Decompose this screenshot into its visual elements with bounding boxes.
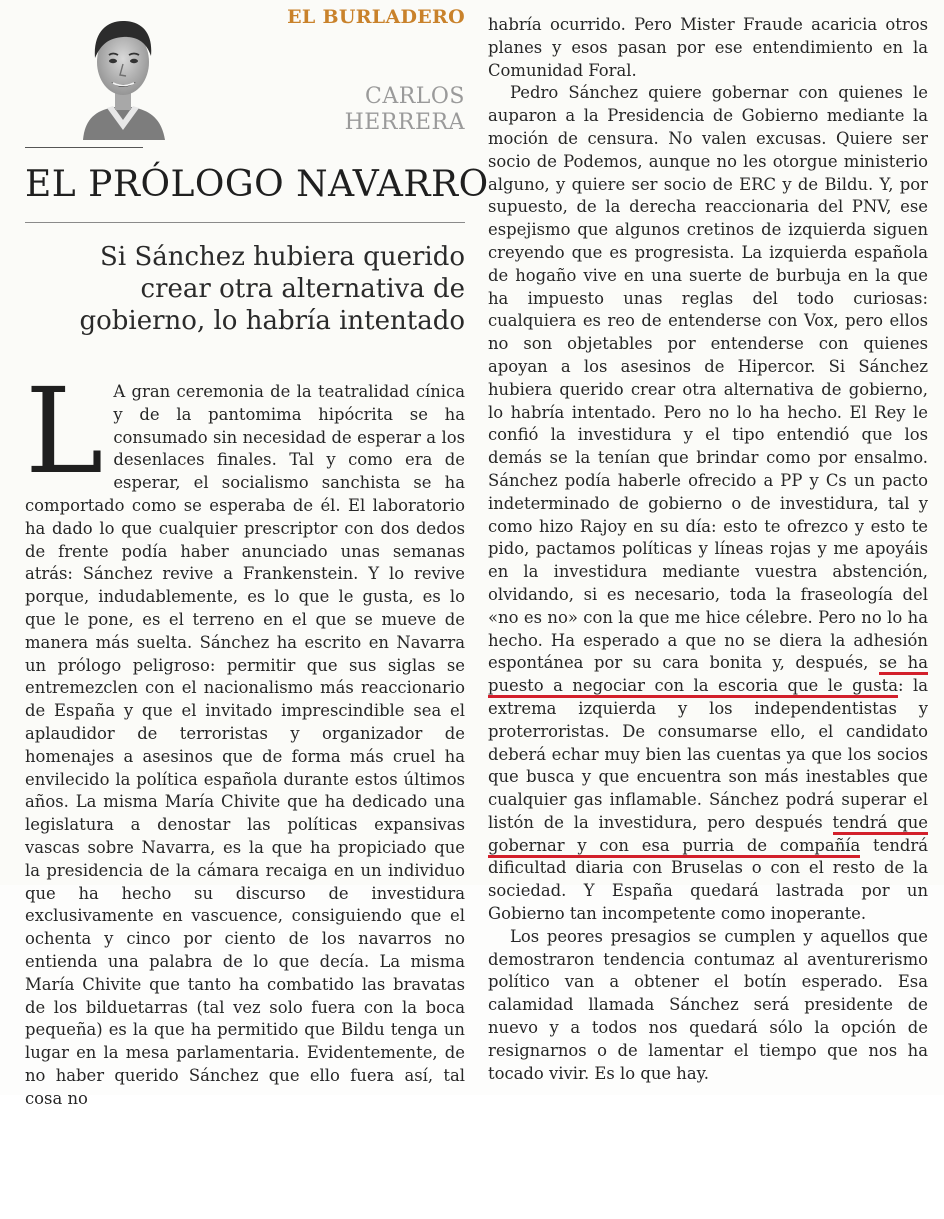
paragraph-text: Pedro Sánchez quiere gobernar con quienes le auparon a la Presidencia de Gobierno mediante la moción de censura. No valen excusas. Quiere ser socio de Podemos, aunque no les otorgue ministerio alguno, y quiere ser socio de ERC y de Bildu. Y, por supuesto, de la derecha reaccionaria del PNV, ese espejismo que algunos cretinos de izquierda siguen creyendo que es progresista. La izquierda española de hogaño vive en una suerte de burbuja en la que ha impuesto unas reglas del todo curiosas: cualquiera es reo de entenderse con Vox, pero ellos no son objetables por entenderse con quienes apoyan a los asesinos de Hipercor. Si Sánchez hubiera querido crear otra alternativa de gobierno, lo habría intentado. Pero no lo ha hecho. El Rey le confió la investidura y el tipo entendió que los demás se la tenían que brindar como por ensalmo. Sánchez podía haberle ofrecido a PP y Cs un pacto indeterminado de gobierno o de investidura, tal y como hizo Rajoy en su día: esto te ofrezco y esto te pido, pactamos políticas y líneas rojas y me apoyáis en la investidura mediante vuestra abstención, olvidando, si es necesario, toda la fraseología del «no es no» con la que me hice célebre. Pero no lo ha hecho. Ha esperado a que no se diera la adhesión espontánea por su cara bonita y, después,: [488, 83, 928, 673]
paragraph-text: : la extrema izquierda y los independentistas y proterroristas. De consumarse ello, el candidato deberá echar muy bien las cuentas ya que los socios que busca y que encuentra son más inestables que cualquier gas inflamable. Sánchez podrá superar el listón de la investidura, pero después: [488, 676, 928, 832]
author-last-name: HERRERA: [344, 110, 465, 135]
author-first-name: CARLOS: [364, 84, 465, 109]
body-paragraph: habría ocurrido. Pero Mister Fraude acaricia otros planes y esos pasan por ese entendimiento en la Comunidad Foral.: [488, 15, 928, 80]
drop-cap: L: [25, 362, 104, 500]
paragraph-text: tendrá dificultad diaria con Bruselas o con el resto de la sociedad. Y España quedará lastrada por un Gobierno tan incompetente como inoperante.: [488, 835, 928, 924]
article-title: EL PRÓLOGO NAVARRO: [25, 164, 489, 205]
right-column: [488, 14, 928, 1085]
divider-long: [25, 222, 465, 223]
divider-short: [25, 147, 143, 148]
author-name: [345, 84, 465, 136]
left-body: [25, 362, 465, 1111]
body-paragraph: [25, 362, 465, 1111]
section-label: EL BURLADERO: [287, 6, 465, 28]
highlighted-phrase: tendrá que gobernar y con esa purria de compañía: [488, 813, 928, 858]
body-paragraph: [488, 82, 928, 925]
left-paragraph-text: A gran ceremonia de la teatralidad cínica y de la pantomima hipócrita se ha consumado sin necesidad de esperar a los desenlaces finales. Tal y como era de esperar, el socialismo sanchista se ha comportado como se esperaba de él. El laboratorio ha dado lo que cualquier prescriptor con dos dedos de frente podía haber anunciado unas semanas atrás: Sánchez revive a Frankenstein. Y lo revive porque, indudablemente, es lo que le gusta, es lo que le pone, es el terreno en el que se mueve de manera más suelta. Sánchez ha escrito en Navarra un prólogo peligroso: permitir que sus siglas se entremezclen con el nacionalismo más reaccionario de España y que el invitado imprescindible sea el aplaudidor de terroristas y organizador de homenajes a asesinos que de forma más cruel ha envilecido la política española durante estos últimos años. La misma María Chivite que ha dedicado una legislatura a denostar las políticas expansivas vascas sobre Navarra, es la que ha propiciado que la presidencia de la cámara recaiga en un individuo que ha hecho su discurso de investidura exclusivamente en vascuence, consiguiendo que el ochenta y cinco por ciento de los navarros no entienda una palabra de lo que decía. La misma María Chivite que tanto ha combatido las bravatas de los bilduetarras (tal vez solo fuera con la boca pequeña) es la que ha permitido que Bildu tenga un lugar en la mesa parlamentaria. Evidentemente, de no haber querido Sánchez que ello fuera así, tal cosa no: [25, 382, 465, 1108]
highlighted-phrase: se ha puesto a negociar con la escoria que le gusta: [488, 653, 928, 698]
author-portrait: [77, 12, 169, 140]
body-paragraph: Los peores presagios se cumplen y aquellos que demostraron tendencia contumaz al aventurerismo político van a obtener el botín esperado. Esa calamidad llamada Sánchez será presidente de nuevo y a todos nos quedará sólo la opción de resignarnos o de lamentar el tiempo que nos ha tocado vivir. Es lo que hay.: [488, 926, 928, 1083]
article-subtitle: Si Sánchez hubiera querido crear otra alternativa de gobierno, lo habría intentado: [79, 242, 465, 336]
